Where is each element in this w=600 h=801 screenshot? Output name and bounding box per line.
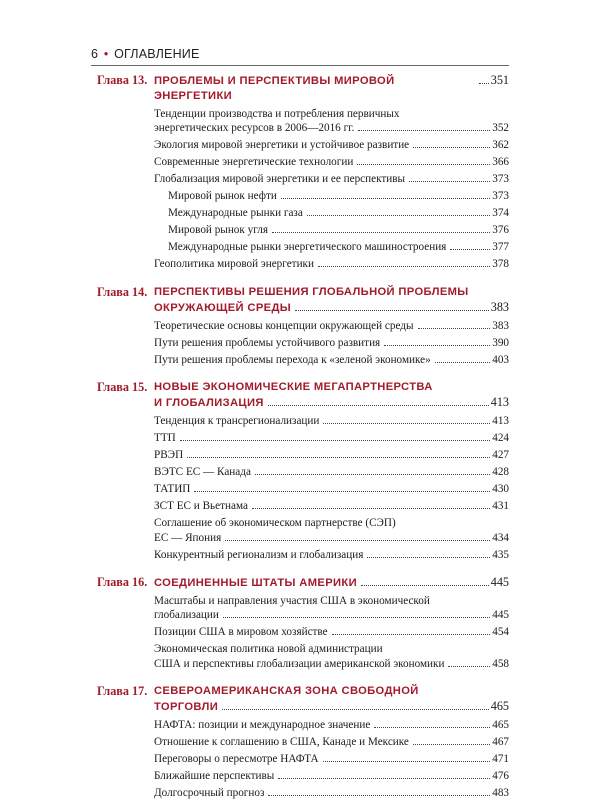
dot-leader — [278, 777, 490, 779]
section-page-number: 471 — [492, 753, 509, 766]
section-title-first-line: Масштабы и направления участия США в экономической — [154, 595, 430, 608]
toc-section[interactable] — [154, 752, 509, 766]
dot-leader — [268, 794, 490, 796]
header-section-title: ОГЛАВЛЕНИЕ — [114, 47, 200, 61]
dot-leader — [413, 743, 490, 745]
section-page-number: 434 — [492, 531, 509, 544]
dot-leader — [479, 82, 489, 84]
dot-leader — [332, 633, 491, 635]
section-page-number: 427 — [492, 449, 509, 462]
chapter-title-line: ТОРГОВЛИ — [154, 701, 219, 714]
dot-leader — [418, 327, 491, 329]
toc-chapter — [91, 285, 509, 367]
dot-leader — [180, 439, 490, 441]
dot-leader — [367, 556, 490, 558]
section-title: Тенденция к трансрегионализации — [154, 415, 320, 428]
section-page-number: 454 — [492, 626, 509, 639]
toc-section[interactable] — [154, 548, 509, 562]
dot-leader — [384, 344, 490, 346]
section-list — [154, 107, 509, 272]
dot-leader — [318, 265, 490, 267]
chapter-title-line: СОЕДИНЕННЫЕ ШТАТЫ АМЕРИКИ — [154, 577, 357, 590]
section-page-number: 424 — [492, 432, 509, 445]
section-title-first-line: Экономическая политика новой администрации — [154, 643, 383, 656]
toc-section[interactable] — [154, 516, 509, 545]
toc-section[interactable] — [154, 625, 509, 639]
section-title: ТТП — [154, 432, 176, 445]
chapter-page-number: 445 — [490, 575, 509, 590]
chapter-heading[interactable] — [91, 575, 509, 591]
chapter-page-number: 351 — [490, 73, 509, 87]
toc-section[interactable] — [154, 414, 509, 428]
section-page-number: 366 — [492, 156, 509, 169]
section-page-number: 435 — [492, 548, 509, 561]
section-title: Отношение к соглашению в США, Канаде и Мексике — [154, 736, 409, 749]
section-title: РВЭП — [154, 449, 184, 462]
chapter-number: Глава 17. — [97, 684, 148, 699]
section-title-first-line: Соглашение об экономическом партнерстве (СЭП) — [154, 517, 396, 530]
toc-subsection[interactable] — [168, 240, 509, 254]
section-page-number: 465 — [492, 719, 509, 732]
dot-leader — [450, 248, 490, 250]
dot-leader — [187, 456, 490, 458]
chapter-heading[interactable] — [91, 380, 509, 411]
section-page-number: 376 — [492, 224, 509, 237]
chapter-number: Глава 13. — [97, 73, 148, 87]
chapter-page-number: 413 — [490, 395, 509, 410]
table-of-contents — [91, 73, 509, 801]
section-title: НАФТА: позиции и международное значение — [154, 719, 371, 732]
header-page-number: 6 — [91, 47, 99, 61]
dot-leader — [223, 616, 490, 618]
chapter-number: Глава 16. — [97, 575, 148, 590]
section-page-number: 413 — [492, 415, 509, 428]
section-title: Переговоры о пересмотре НАФТА — [154, 753, 319, 766]
chapter-number: Глава 15. — [97, 380, 148, 395]
toc-section[interactable] — [154, 482, 509, 496]
section-title: глобализации — [154, 609, 219, 622]
chapter-title-line: ПРОБЛЕМЫ И ПЕРСПЕКТИВЫ МИРОВОЙ ЭНЕРГЕТИКИ — [154, 75, 395, 102]
dot-leader — [252, 507, 490, 509]
section-title: США и перспективы глобализации американской экономики — [154, 657, 445, 670]
dot-leader — [323, 422, 490, 424]
section-page-number: 483 — [492, 787, 509, 800]
section-page-number: 403 — [492, 353, 509, 366]
toc-chapter — [91, 575, 509, 671]
dot-leader — [413, 146, 490, 148]
section-page-number: 362 — [492, 139, 509, 152]
section-title: Современные энергетические технологии — [154, 156, 354, 169]
section-title: Ближайшие перспективы — [154, 770, 275, 783]
chapter-page-number: 383 — [490, 299, 509, 314]
dot-leader — [268, 404, 489, 406]
section-title: Долгосрочный прогноз — [154, 787, 265, 800]
header-rule — [91, 65, 509, 66]
section-title: ТАТИП — [154, 483, 191, 496]
section-page-number: 430 — [492, 483, 509, 496]
section-title: Международные рынки газа — [168, 207, 303, 220]
running-header — [91, 47, 200, 61]
dot-leader — [358, 129, 490, 131]
section-title: энергетических ресурсов в 2006—2016 гг. — [154, 122, 355, 135]
section-title: ЗСТ ЕС и Вьетнама — [154, 500, 248, 513]
toc-section[interactable] — [154, 594, 509, 623]
section-page-number: 377 — [492, 241, 509, 254]
section-page-number: 476 — [492, 770, 509, 783]
section-title: Позиции США в мировом хозяйстве — [154, 626, 328, 639]
section-page-number: 352 — [492, 122, 509, 135]
section-list — [154, 319, 509, 367]
section-list — [154, 718, 509, 800]
section-title: Пути решения проблемы устойчивого развития — [154, 336, 381, 349]
section-page-number: 390 — [492, 336, 509, 349]
section-page-number: 428 — [492, 466, 509, 479]
section-page-number: 383 — [492, 319, 509, 332]
toc-section[interactable] — [154, 353, 509, 367]
dot-leader — [272, 231, 490, 233]
section-title: Мировой рынок угля — [168, 224, 268, 237]
chapter-heading[interactable] — [91, 684, 509, 715]
toc-section[interactable] — [154, 138, 509, 152]
dot-leader — [435, 361, 490, 363]
section-page-number: 373 — [492, 190, 509, 203]
dot-leader — [307, 214, 490, 216]
toc-chapter — [91, 380, 509, 562]
section-title: Геополитика мировой энергетики — [154, 258, 314, 271]
dot-leader — [374, 726, 490, 728]
section-list — [154, 594, 509, 671]
chapter-heading[interactable] — [91, 285, 509, 316]
section-page-number: 378 — [492, 258, 509, 271]
section-list — [154, 414, 509, 562]
chapter-title-line: НОВЫЕ ЭКОНОМИЧЕСКИЕ МЕГАПАРТНЕРСТВА — [154, 381, 433, 394]
toc-section[interactable] — [154, 735, 509, 749]
header-bullet: • — [103, 47, 109, 61]
toc-section[interactable] — [154, 107, 509, 136]
toc-section[interactable] — [154, 786, 509, 800]
dot-leader — [361, 584, 489, 586]
toc-section[interactable] — [154, 319, 509, 333]
toc-section[interactable] — [154, 155, 509, 169]
section-title: Международные рынки энергетического машиностроения — [168, 241, 447, 254]
section-title: ВЭТС ЕС — Канада — [154, 466, 251, 479]
toc-section[interactable] — [154, 465, 509, 479]
toc-section[interactable] — [154, 718, 509, 732]
dot-leader — [255, 473, 490, 475]
chapter-title-line: ОКРУЖАЮЩЕЙ СРЕДЫ — [154, 301, 292, 314]
toc-section[interactable] — [154, 172, 509, 186]
dot-leader — [357, 163, 490, 165]
dot-leader — [448, 665, 490, 667]
toc-section[interactable] — [154, 499, 509, 513]
section-title: Глобализация мировой энергетики и ее перспективы — [154, 173, 406, 186]
dot-leader — [323, 760, 491, 762]
section-title-first-line: Тенденции производства и потребления первичных — [154, 108, 400, 120]
section-page-number: 467 — [492, 736, 509, 749]
dot-leader — [222, 708, 489, 710]
chapter-title-line: СЕВЕРОАМЕРИКАНСКАЯ ЗОНА СВОБОДНОЙ — [154, 685, 419, 698]
toc-section[interactable] — [154, 642, 509, 671]
toc-subsection[interactable] — [168, 206, 509, 220]
chapter-number: Глава 14. — [97, 284, 148, 299]
toc-section[interactable] — [154, 257, 509, 271]
toc-section[interactable] — [154, 431, 509, 445]
section-title: Пути решения проблемы перехода к «зеленой экономике» — [154, 353, 431, 366]
toc-subsection[interactable] — [168, 189, 509, 203]
chapter-title-line: И ГЛОБАЛИЗАЦИЯ — [154, 397, 264, 410]
toc-section[interactable] — [154, 448, 509, 462]
section-page-number: 431 — [492, 500, 509, 513]
section-title: Экология мировой энергетики и устойчивое развитие — [154, 139, 410, 152]
section-title: ЕС — Япония — [154, 531, 222, 544]
toc-chapter — [91, 684, 509, 800]
dot-leader — [225, 539, 490, 541]
chapter-page-number: 465 — [490, 699, 509, 714]
section-page-number: 373 — [492, 173, 509, 186]
section-title: Конкурентный регионализм и глобализация — [154, 548, 364, 561]
chapter-heading[interactable] — [91, 73, 509, 104]
dot-leader — [409, 180, 490, 182]
dot-leader — [194, 490, 490, 492]
dot-leader — [295, 309, 489, 311]
toc-subsection[interactable] — [168, 223, 509, 237]
section-page-number: 458 — [492, 657, 509, 670]
section-title: Мировой рынок нефти — [168, 190, 277, 203]
toc-chapter — [91, 73, 509, 272]
section-title: Теоретические основы концепции окружающей среды — [154, 319, 414, 332]
section-page-number: 445 — [492, 609, 509, 622]
chapter-title-line: ПЕРСПЕКТИВЫ РЕШЕНИЯ ГЛОБАЛЬНОЙ ПРОБЛЕМЫ — [154, 285, 469, 298]
toc-section[interactable] — [154, 769, 509, 783]
toc-section[interactable] — [154, 336, 509, 350]
section-page-number: 374 — [492, 207, 509, 220]
dot-leader — [281, 197, 490, 199]
